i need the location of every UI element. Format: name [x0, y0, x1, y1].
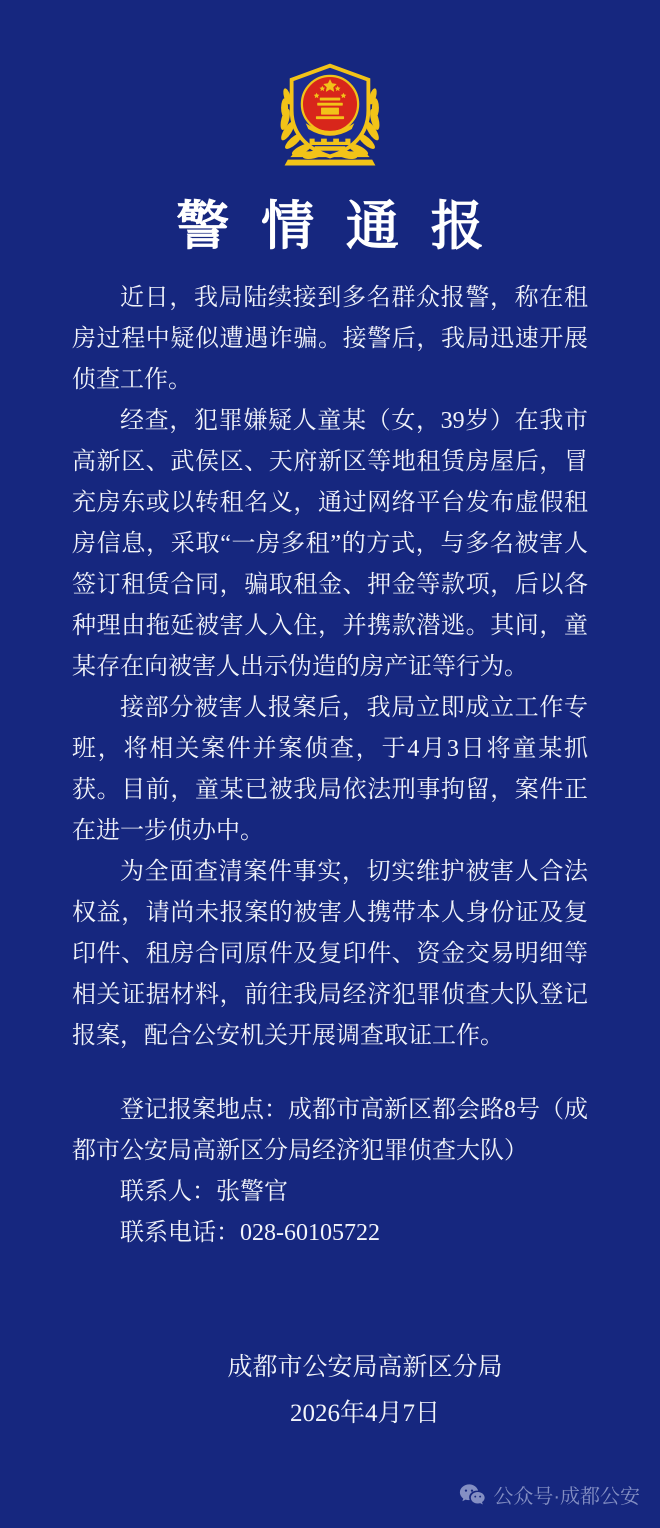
watermark [459, 1480, 640, 1509]
notice-title: 警情通报 [176, 198, 516, 256]
contact-info [72, 1090, 588, 1254]
report-location-line: 登记报案地点：成都市高新区都会路8号（成都市公安局高新区分局经济犯罪侦查大队） [72, 1097, 588, 1164]
paragraph-3: 接部分被害人报案后，我局立即成立工作专班，将相关案件并案侦查，于4月3日将童某抓获。目前，童某已被我局依法刑事拘留，案件正在进一步侦办中。 [72, 695, 588, 844]
contact-phone-line: 联系电话：028-60105722 [120, 1220, 380, 1246]
paragraph-4: 为全面查清案件事实，切实维护被害人合法权益，请尚未报案的被害人携带本人身份证及复印件、租房合同原件及复印件、资金交易明细等相关证据材料，前往我局经济犯罪侦查大队登记报案，配合公安机关开展调查取证工作。 [72, 859, 588, 1049]
paragraph-2: 经查，犯罪嫌疑人童某（女，39岁）在我市高新区、武侯区、天府新区等地租赁房屋后，冒充房东或以转租名义，通过网络平台发布虚假租房信息，采取“一房多租”的方式，与多名被害人签订租赁合同，骗取租金、押金等款项，后以各种理由拖延被害人入住，并携款潜逃。其间，童某存在向被害人出示伪造的房产证等行为。 [72, 408, 588, 680]
notice-body [72, 278, 588, 1057]
watermark-text: 公众号·成都公安 [493, 1486, 640, 1508]
signature-block [105, 1345, 625, 1437]
contact-person-line: 联系人：张警官 [120, 1179, 288, 1205]
issue-date: 2026年4月7日 [289, 1400, 440, 1427]
wechat-icon [459, 1483, 486, 1506]
paragraph-1: 近日，我局陆续接到多名群众报警，称在租房过程中疑似遭遇诈骗。接警后，我局迅速开展侦查工作。 [72, 285, 588, 393]
issuing-agency: 成都市公安局高新区分局 [227, 1354, 503, 1381]
police-badge-icon [266, 58, 394, 168]
